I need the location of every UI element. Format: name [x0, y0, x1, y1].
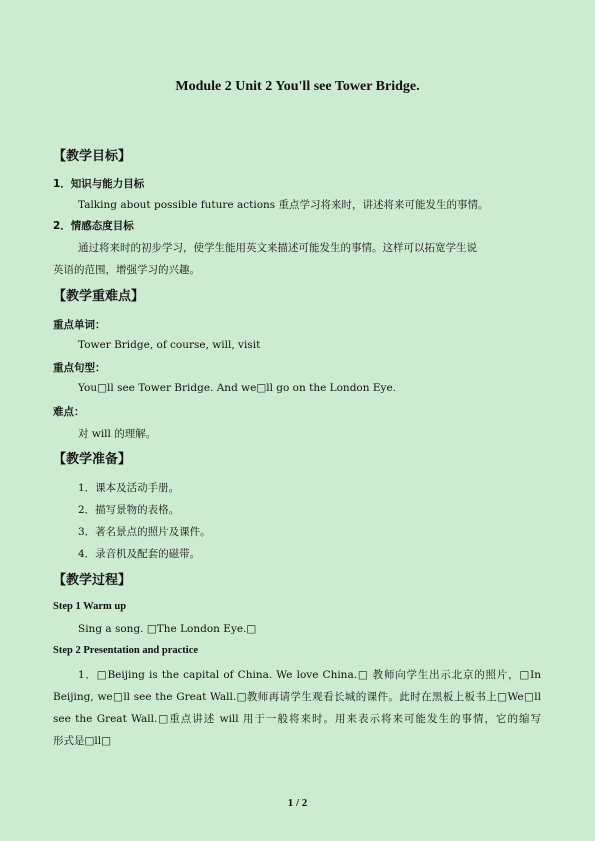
key-points-heading: 【教学重难点】	[53, 289, 145, 304]
objective-2-text-line1: 通过将来时的初步学习，使学生能用英文来描述可能发生的事情。这样可以拓宽学生说	[78, 242, 477, 254]
key-words: Tower Bridge, of course, will, visit	[78, 339, 261, 351]
preparation-item: 3．著名景点的照片及课件。	[78, 526, 211, 538]
preparation-item: 2．描写景物的表格。	[78, 504, 180, 516]
key-sentences-label: 重点句型：	[53, 362, 106, 374]
step-2-line3: see the Great Wall.□重点讲述 will 用于一般将来时。用来表示将来可能发生的事情，它的缩写	[53, 713, 541, 725]
page-number: 1 / 2	[287, 797, 308, 809]
key-words-label: 重点单词：	[53, 319, 106, 331]
step-1-text: Sing a song. □The London Eye.□	[78, 623, 257, 635]
objective-2-text-line2: 英语的范围，增强学习的兴趣。	[53, 264, 200, 276]
objectives-heading: 【教学目标】	[53, 149, 132, 164]
objective-1-title: 1．知识与能力目标	[53, 178, 145, 190]
process-heading: 【教学过程】	[53, 573, 132, 588]
step-1-title: Step 1 Warm up	[53, 601, 127, 612]
step-2-line1: 1．□Beijing is the capital of China. We love China.□ 教师向学生出示北京的照片，□In	[78, 669, 541, 681]
objective-2-title: 2．情感态度目标	[53, 220, 134, 232]
page-title: Module 2 Unit 2 You'll see Tower Bridge.	[175, 79, 420, 94]
difficulty-label: 难点：	[53, 406, 85, 418]
step-2-line2: Beijing, we□ll see the Great Wall.□教师再请学生观看长城的课件。此时在黑板上板书上□We□ll	[53, 691, 541, 703]
preparation-item: 4．录音机及配套的磁带。	[78, 548, 201, 560]
key-sentences: You□ll see Tower Bridge. And we□ll go on the London Eye.	[78, 382, 396, 394]
preparation-item: 1．课本及活动手册。	[78, 482, 180, 494]
step-2-line4: 形式是□ll□	[53, 735, 112, 747]
objective-1-text: Talking about possible future actions 重点学习将来时，讲述将来可能发生的事情。	[78, 199, 489, 211]
difficulty-text: 对 will 的理解。	[78, 428, 157, 440]
step-2-title: Step 2 Presentation and practice	[53, 645, 199, 656]
preparation-heading: 【教学准备】	[53, 452, 132, 467]
